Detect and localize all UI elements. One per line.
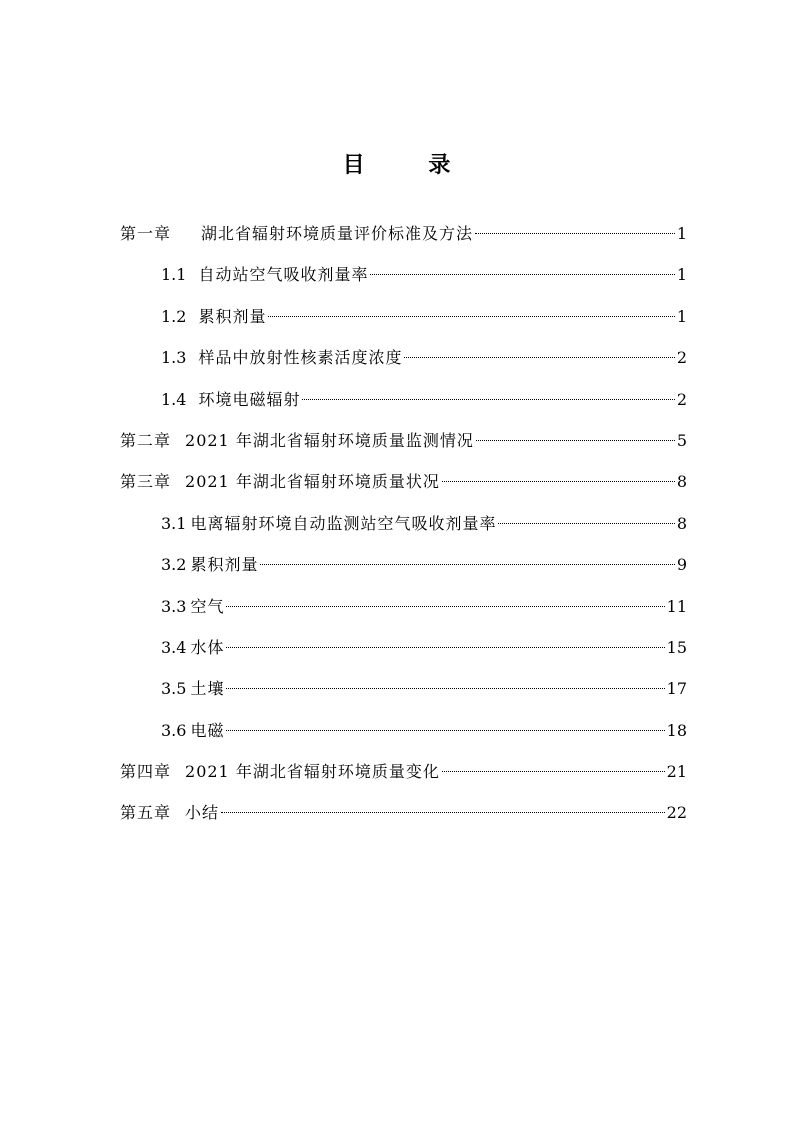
entry-title: 空气 [190,596,225,616]
entry-title: 2021 年湖北省辐射环境质量变化 [185,762,440,782]
page-number: 1 [676,265,687,285]
toc-entry-section-1-3[interactable] [120,344,687,385]
entry-title: 累积剂量 [190,555,259,575]
toc-entry-section-3-5[interactable] [120,675,687,716]
section-number: 1.4 [161,389,187,409]
entry-title: 湖北省辐射环境质量评价标准及方法 [201,224,474,243]
page-number: 15 [666,637,687,657]
section-number: 3.4 [161,637,187,657]
chapter-number: 第一章 [120,224,172,243]
toc-entry-section-3-4[interactable] [120,634,687,675]
chapter-number: 第三章 [120,472,172,492]
page-number: 1 [676,306,687,326]
toc-entry-section-3-2[interactable] [120,551,687,592]
section-number: 3.6 [161,720,187,740]
dot-leader [226,730,664,731]
toc-entry-chapter-1[interactable] [120,220,687,261]
dot-leader [476,440,675,441]
page-number: 2 [676,389,687,409]
toc-entry-section-1-2[interactable] [120,303,687,344]
toc-entry-section-1-4[interactable] [120,386,687,427]
chapter-number: 第四章 [120,762,172,782]
entry-title: 环境电磁辐射 [198,389,301,409]
page-number: 1 [676,224,687,243]
dot-leader [221,812,665,813]
dot-leader [260,564,674,565]
page-title: 目 录 [342,152,479,178]
entry-title: 自动站空气吸收剂量率 [198,265,369,285]
entry-title: 水体 [190,637,225,657]
chapter-number: 第五章 [120,803,172,823]
page-number: 18 [666,720,687,740]
dot-leader [475,233,675,234]
page-number: 5 [676,430,687,450]
dot-leader [404,357,674,358]
dot-leader [302,399,674,400]
section-number: 1.1 [161,265,187,285]
dot-leader [370,274,674,275]
page-number: 11 [666,596,687,616]
entry-title: 样品中放射性核素活度浓度 [198,348,403,368]
entry-title: 土壤 [190,679,225,699]
section-number: 3.2 [161,555,187,575]
entry-title: 2021 年湖北省辐射环境质量状况 [185,472,440,492]
page-number: 9 [676,555,687,575]
chapter-number: 第二章 [120,430,172,450]
dot-leader [226,647,664,648]
dot-leader [226,688,664,689]
section-number: 3.5 [161,679,187,699]
page-number: 2 [676,348,687,368]
toc-entry-section-3-3[interactable] [120,593,687,634]
toc-entry-chapter-4[interactable] [120,758,687,799]
page-number: 22 [666,803,687,823]
dot-leader [268,316,674,317]
entry-title: 电磁 [190,720,225,740]
page-number: 8 [676,472,687,492]
section-number: 1.2 [161,306,187,326]
entry-title: 2021 年湖北省辐射环境质量监测情况 [185,430,474,450]
toc-entry-section-3-1[interactable] [120,510,687,551]
page-number: 17 [666,679,687,699]
section-number: 1.3 [161,348,187,368]
toc-entry-chapter-5[interactable] [120,799,687,840]
toc-entry-section-1-1[interactable] [120,261,687,302]
toc-entry-chapter-3[interactable] [120,468,687,509]
section-number: 3.1 [161,513,187,533]
entry-title: 电离辐射环境自动监测站空气吸收剂量率 [190,513,497,533]
entry-title: 累积剂量 [198,306,267,326]
dot-leader [442,771,665,772]
dot-leader [442,481,675,482]
dot-leader [498,523,674,524]
toc-entry-chapter-2[interactable] [120,427,687,468]
dot-leader [226,606,664,607]
toc-entry-section-3-6[interactable] [120,717,687,758]
page-number: 21 [666,762,687,782]
page-number: 8 [676,513,687,533]
section-number: 3.3 [161,596,187,616]
table-of-contents [120,220,687,841]
entry-title: 小结 [185,803,220,823]
